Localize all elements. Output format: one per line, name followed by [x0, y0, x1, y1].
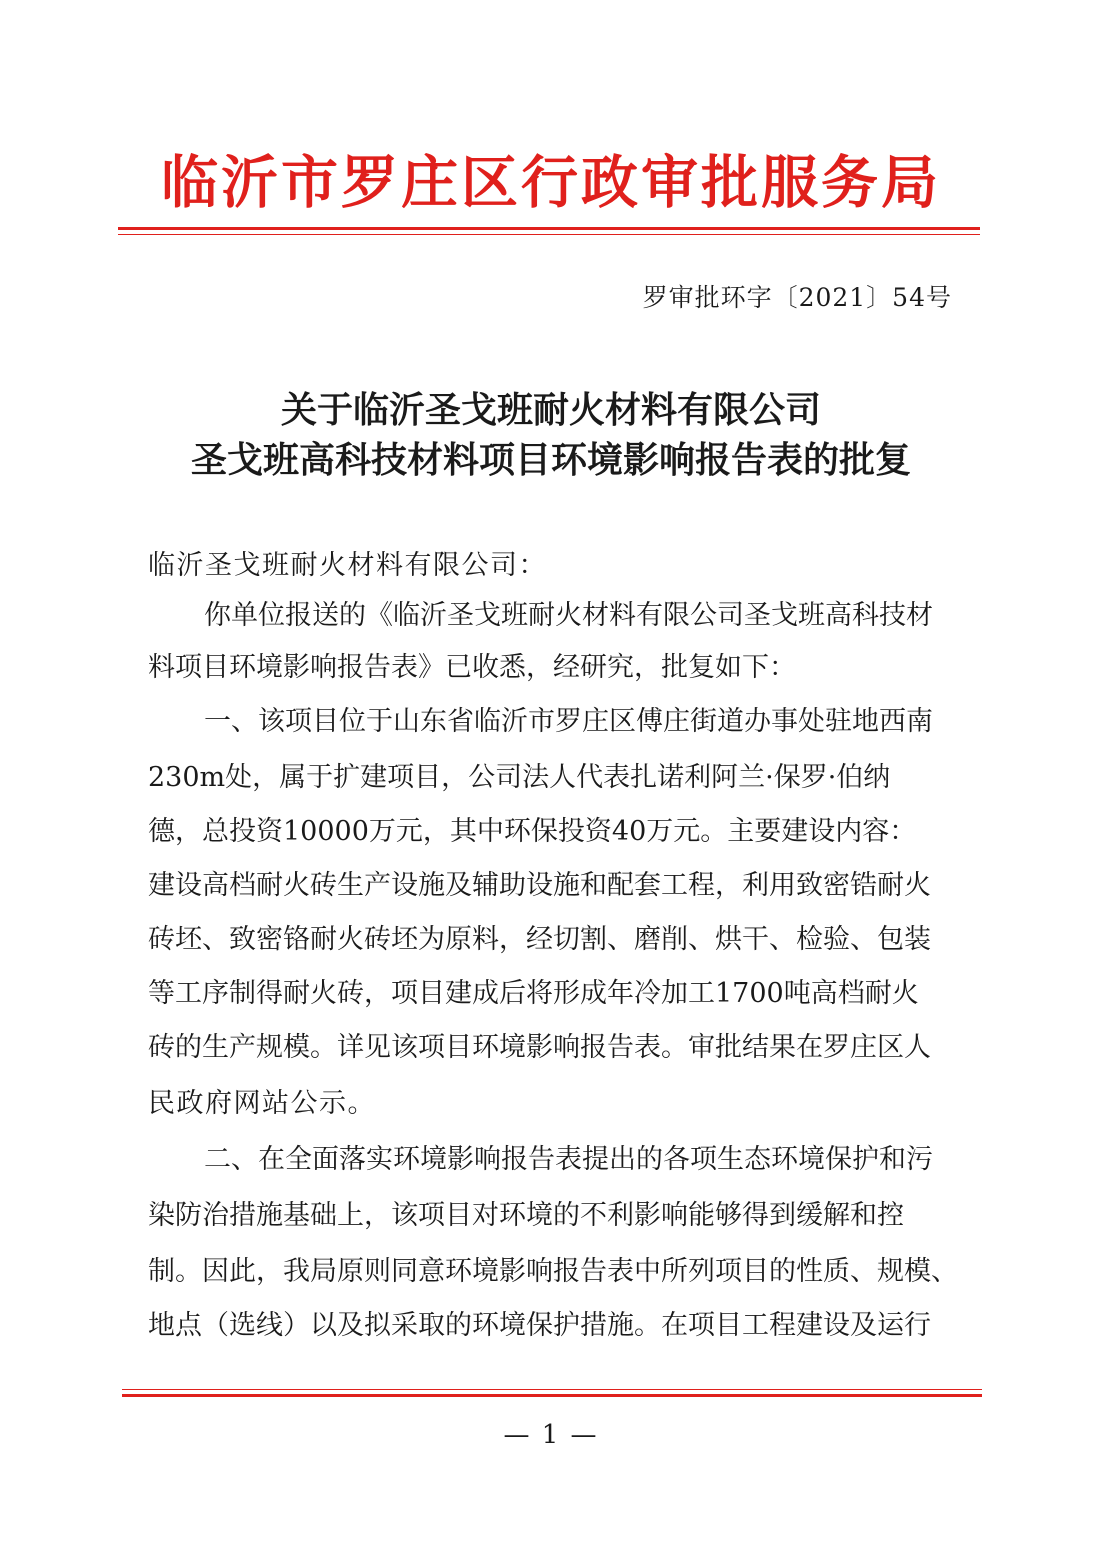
footer-rule-thick: [122, 1394, 982, 1397]
footer-rule-thin: [122, 1389, 982, 1390]
body-line: 建设高档耐火砖生产设施及辅助设施和配套工程，利用致密锆耐火: [148, 870, 931, 901]
body-line: 二、在全面落实环境影响报告表提出的各项生态环境保护和污: [204, 1144, 933, 1175]
body-line: 230m处，属于扩建项目，公司法人代表扎诺利阿兰·保罗·伯纳: [148, 762, 891, 793]
document-title-line-1: 关于临沂圣戈班耐火材料有限公司: [280, 390, 821, 431]
body-line: 染防治措施基础上，该项目对环境的不利影响能够得到缓解和控: [148, 1200, 904, 1231]
body-line: 德，总投资10000万元，其中环保投资40万元。主要建设内容：: [148, 816, 917, 847]
body-line: 砖坯、致密铬耐火砖坯为原料，经切割、磨削、烘干、检验、包装: [148, 924, 931, 955]
document-title-line-2: 圣戈班高科技材料项目环境影响报告表的批复: [190, 440, 911, 481]
body-line: 你单位报送的《临沂圣戈班耐火材料有限公司圣戈班高科技材: [204, 600, 933, 631]
body-line: 料项目环境影响报告表》已收悉，经研究，批复如下：: [148, 652, 796, 683]
letterhead-rule-thin: [118, 234, 980, 235]
body-line: 地点（选线）以及拟采取的环境保护措施。在项目工程建设及运行: [148, 1310, 931, 1341]
body-line: 砖的生产规模。详见该项目环境影响报告表。审批结果在罗庄区人: [148, 1032, 931, 1063]
body-line: 民政府网站公示。: [148, 1088, 376, 1119]
page-number: — 1 —: [503, 1420, 599, 1450]
body-line: 一、该项目位于山东省临沂市罗庄区傅庄街道办事处驻地西南: [204, 706, 933, 737]
addressee: 临沂圣戈班耐火材料有限公司：: [148, 550, 547, 581]
letterhead-rule-thick: [118, 227, 980, 230]
body-line: 等工序制得耐火砖，项目建成后将形成年冷加工1700吨高档耐火: [148, 978, 919, 1009]
letterhead-org-name: 临沂市罗庄区行政审批服务局: [161, 150, 941, 216]
document-number: 罗审批环字〔2021〕54号: [642, 283, 952, 312]
body-line: 制。因此，我局原则同意环境影响报告表中所列项目的性质、规模、: [148, 1256, 958, 1287]
